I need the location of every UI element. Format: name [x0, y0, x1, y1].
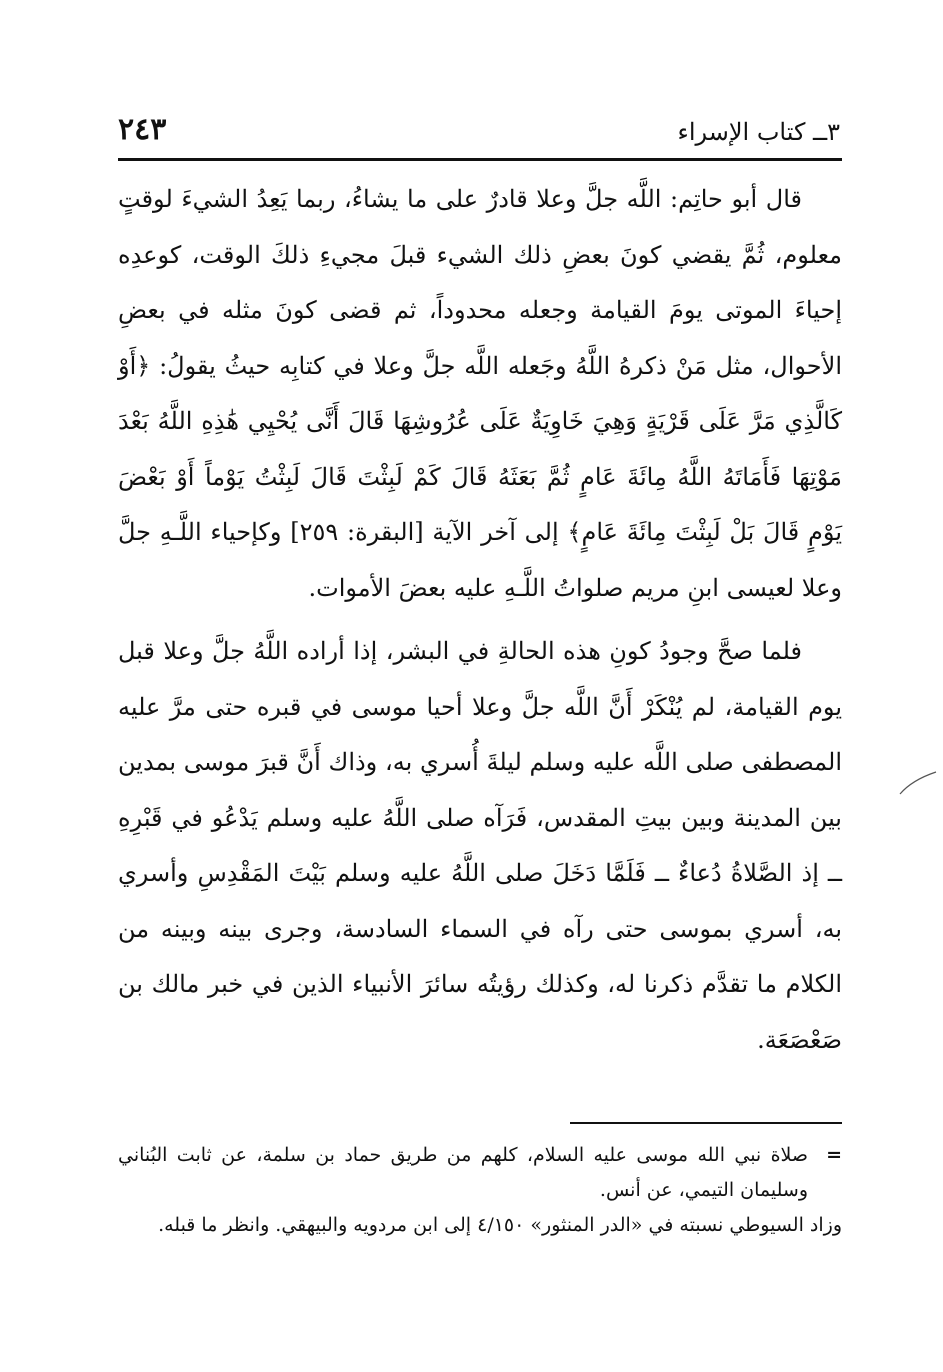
header-rule: [118, 158, 842, 161]
paragraph: فلما صحَّ وجودُ كونِ هذه الحالةِ في البشر، إذا أراده اللَّهُ جلَّ وعلا قبل يوم القيامة، لم يُنْكَرْ أَنَّ اللَّه جلَّ وعلا أحيا موسى في قبره حتى مرَّ عليه المصطفى صلى اللَّه عليه وسلم ليلةَ أُسري به، وذاك أَنَّ قبرَ موسى بمدين بين المدينة وبين بيتِ المقدس، فَرَآه صلى اللَّهُ عليه وسلم يَدْعُو في قَبْرِهِ ــ إذ الصَّلاةُ دُعاءٌ ــ فَلَمَّا دَخَلَ صلى اللَّهُ عليه وسلم بَيْتَ المَقْدِسِ وأسري به، أسري بموسى حتى رآه في السماء السادسة، وجرى بينه وبينه من الكلام ما تقدَّم ذكرنا له، وكذلك رؤيتُه سائرَ الأنبياء الذين في خبر مالك بن صَعْصَعَة.: [118, 637, 843, 1054]
footnote-text: وزاد السيوطي نسبته في «الدر المنثور» ٤/١٥٠ إلى ابن مردويه والبيهقي. وانظر ما قبله.: [158, 1214, 842, 1236]
footnote-continuation-text: صلاة نبي الله موسى عليه السلام، كلهم من طريق حماد بن سلمة، عن ثابت البُناني وسليمان التيمي، عن أنس.: [118, 1144, 808, 1201]
page-header: [118, 112, 840, 152]
scan-artifact-icon: [898, 760, 938, 800]
main-text: [118, 172, 842, 1068]
footnotes: [118, 1138, 842, 1243]
page-number: ٢٤٣: [118, 112, 167, 147]
footnote-continuation: [118, 1138, 842, 1208]
continuation-mark: =: [826, 1144, 842, 1166]
paragraph: قال أبو حاتِم: اللَّه جلَّ وعلا قادرٌ على ما يشاءُ، ربما يَعِدُ الشيءَ لوقتٍ معلوم، ثُمَّ يقضي كونَ بعضِ ذلك الشيء قبلَ مجيءِ ذلكَ الوقت، كوعدِه إحياءَ الموتى يومَ القيامة وجعله محدوداً، ثم قضى كونَ مثله في بعضِ الأحوال، مثل مَنْ ذكرهُ اللَّهُ وجَعله اللَّه جلَّ وعلا في كتابِه حيثُ يقولُ: ﴿أَوْ كَالَّذِي مَرَّ عَلَى قَرْيَةٍ وَهِيَ خَاوِيَةٌ عَلَى عُرُوشِهَا قَالَ أَنَّى يُحْيِي هَٰذِهِ اللَّهُ بَعْدَ مَوْتِهَا فَأَمَاتَهُ اللَّهُ مِائَةَ عَامٍ ثُمَّ بَعَثَهُ قَالَ كَمْ لَبِثْتَ قَالَ لَبِثْتُ يَوْماً أَوْ بَعْضَ يَوْمٍ قَالَ بَلْ لَبِثْتَ مِائَةَ عَامٍ﴾ إلى آخر الآية [البقرة: ٢٥٩] وكإحياء اللَّـهِ جلَّ وعلا لعيسى ابنِ مريم صلواتُ اللَّـهِ عليه بعضَ الأموات.: [118, 185, 842, 602]
footnote-rule: [570, 1122, 842, 1124]
running-title: ٣ــ كتاب الإسراء: [677, 118, 840, 146]
